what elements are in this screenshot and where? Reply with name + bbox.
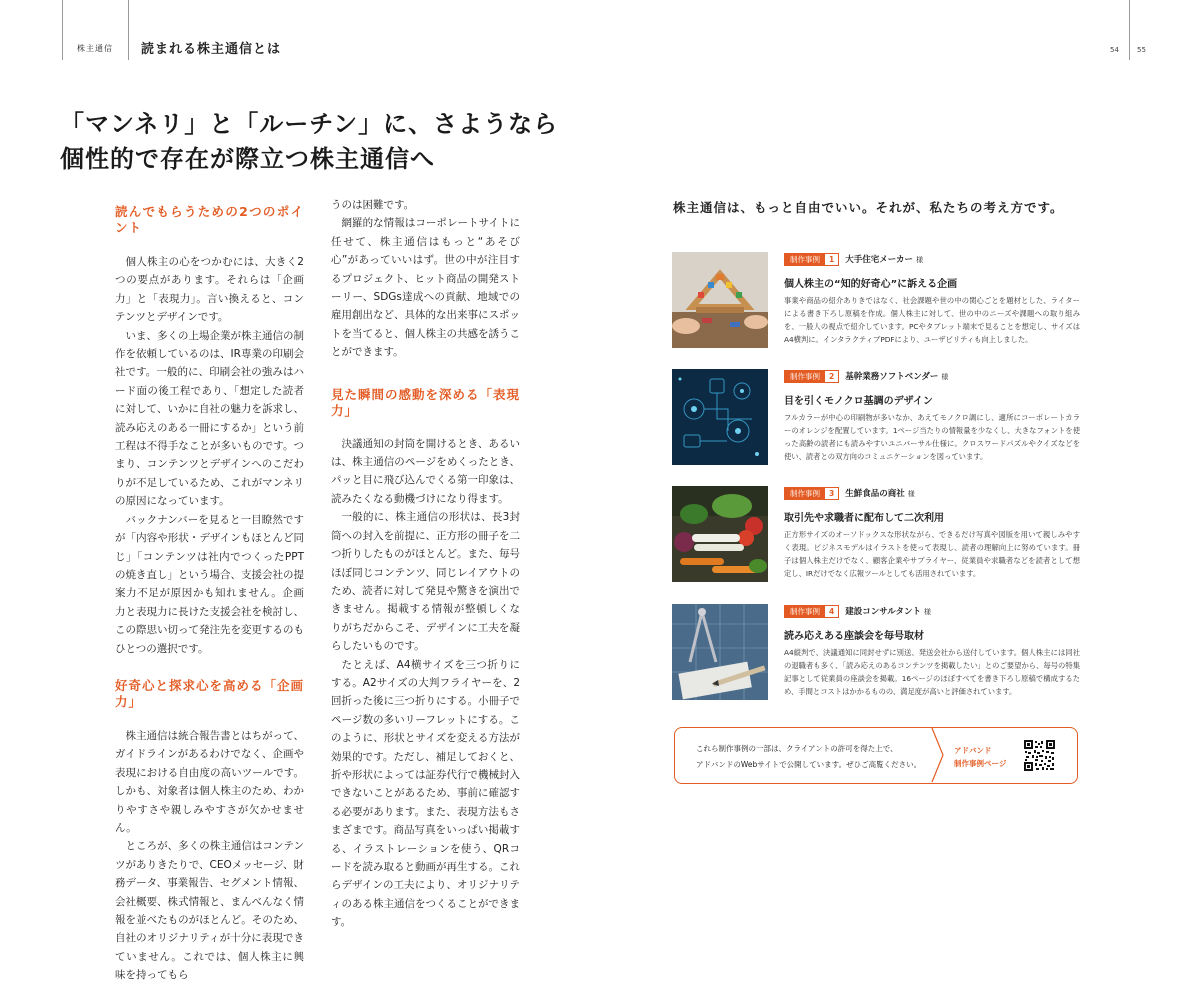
qr-code-icon[interactable] — [1024, 740, 1055, 771]
header-rule-mid — [128, 0, 129, 60]
page-number-left: 54 — [1110, 46, 1119, 54]
case-heading: 目を引くモノクロ基調のデザイン — [784, 396, 933, 407]
blueprint-compass-photo — [672, 604, 768, 700]
paragraph: 網羅的な情報はコーポレートサイトに任せて、株主通信はもっと“あそび心”があっていいはず。世の中が注目するプロジェクト、ヒット商品の開発ストーリー、SDGs達成への貢献、地域での雇用創出など、具体的な出来事にスポットを当てると、個人株主の共感を誘うことができます。 — [331, 217, 520, 359]
case-heading: 個人株主の“知的好奇心”に訴える企画 — [784, 279, 958, 290]
case-badge — [784, 605, 839, 618]
link-line-2[interactable]: 制作事例ページ — [954, 759, 1007, 768]
honorific: 様 — [941, 373, 949, 381]
client-name — [845, 605, 931, 617]
badge-number: 2 — [829, 371, 835, 381]
column-2 — [331, 196, 520, 932]
case-info — [784, 604, 1080, 699]
paragraph: 個人株主の心をつかむには、大きく2つの要点があります。それらは「企画力」と「表現力」。言い換えると、コンテンツとデザインです。 — [115, 256, 304, 324]
case-badge — [784, 253, 839, 266]
badge-label: 制作事例 — [785, 488, 825, 499]
badge-label: 制作事例 — [785, 606, 825, 617]
paragraph: いま、多くの上場企業が株主通信の制作を依頼しているのは、IR専業の印刷会社です。一般的に、印刷会社の強みはハード面の後工程であり、「想定した読者に対して、いかに自社の魅力を訴求し、読み応えのある一冊にするか」という前工程は不得手なことが多いものです。つまり、コンテンツとデザインへのこだわりが不足しているため、これがマンネリの原因になっています。 — [115, 329, 304, 508]
client-label: 大手住宅メーカー — [845, 255, 914, 265]
case-info — [784, 252, 1080, 347]
headline-line-2: 個性的で存在が際立つ株主通信へ — [60, 145, 435, 173]
badge-number: 1 — [829, 254, 835, 264]
paragraph: バックナンバーを見ると一目瞭然ですが「内容や形状・デザインもほとんど同じ」「コンテンツは社内でつくったPPTの焼き直し」という場合、支援会社の提案力不足が原因かも知れません。企画力と表現力に長けた支援会社を検討し、この際思い切って発注先を変更するのもひとつの選択です。 — [115, 513, 304, 655]
case-badge — [784, 487, 839, 500]
case-description: 正方形サイズのオーソドックスな形状ながら、できるだけ写真や図版を用いて親しみやすく表現。ビジネスモデルはイラストを使って表現し、読者の理解向上に努めています。冊子は個人株主だけでなく、顧客企業やサプライヤー、従業員や求職者などを読者として想定し、IRだけでなく広報ツールとしても活用されています。 — [784, 530, 1080, 578]
badge-label: 制作事例 — [785, 371, 825, 382]
paragraph-continued: うのは困難です。 — [331, 199, 415, 211]
case-description: フルカラーが中心の印刷物が多いなか、あえてモノクロ調にし、適所にコーポレートカラーのオレンジを配置しています。1ページ当たりの情報量を少なくし、大きなフォントを使った高齢の読者にも読みやすいユニバーサル仕様に。クロスワードパズルやクイズなどを使い、読者との双方向のコミュニケーションを図っています。 — [784, 413, 1080, 461]
page-title: 読まれる株主通信とは — [141, 42, 282, 57]
case-page-link[interactable] — [954, 744, 1006, 770]
client-label: 生鮮食品の商社 — [845, 489, 905, 499]
section-heading-points: 読んでもらうための2つのポイント — [115, 204, 304, 235]
section-label: 株主通信 — [77, 44, 113, 53]
digital-technology-photo — [672, 369, 768, 465]
case-badge — [784, 370, 839, 383]
wooden-blocks-house-photo — [672, 252, 768, 348]
section-heading-expression: 見た瞬間の感動を深める「表現力」 — [331, 386, 521, 418]
note-text — [696, 741, 921, 773]
headline-line-1: 「マンネリ」と「ルーチン」に、さようなら — [60, 110, 559, 138]
client-label: 基幹業務ソフトベンダー — [845, 372, 939, 382]
note-line-2: アドバンドのWebサイトで公開しています。ぜひご高覧ください。 — [696, 760, 922, 769]
note-line-1: これら制作事例の一部は、クライアントの許可を得た上で、 — [696, 744, 898, 753]
page-number-right: 55 — [1137, 46, 1146, 54]
paragraph: 一般的に、株主通信の形状は、長3封筒への封入を前提に、正方形の冊子を二つ折りしたものがほとんど。また、毎号ほぼ同じコンテンツ、同じレイアウトのため、読者に対して発見や驚きを演出できません。掲載する情報が整頓しくなりがちだからこそ、デザインに工夫を凝らしたいものです。 — [331, 511, 520, 653]
paragraph: ところが、多くの株主通信はコンテンツがありきたりで、CEOメッセージ、財務データ、事業報告、セグメント情報、会社概要、株式情報と、まんべんなく情報を並べたものがほとんど。そのため、自社のオリジナリティが十分に表現できていません。これでは、個人株主に興味を持ってもら — [115, 840, 304, 982]
link-line-1[interactable]: アドバンド — [954, 746, 992, 755]
honorific: 様 — [923, 608, 931, 616]
header-rule-left — [62, 0, 63, 60]
client-label: 建設コンサルタント — [845, 607, 921, 617]
paragraph: 決議通知の封筒を開けるとき、あるいは、株主通信のページをめくったとき、パッと目に飛び込んでくる第一印象は、読みたくなる動機づけになり得ます。 — [331, 437, 520, 505]
case-info — [784, 486, 1080, 581]
section-heading-planning: 好奇心と探求心を高める「企画力」 — [115, 677, 305, 709]
case-description: A4縦判で、決議通知に同封せずに別送、発送会社から送付しています。個人株主には同社の退職者も多く、「読み応えのあるコンテンツを掲載したい」とのご要望から、毎号の特集記事として従業員の座談会を掲載。16ページのほぼすべてを書き下ろし原稿で構成するため、手間とコストはかかるものの、満足度が高いと評価されています。 — [784, 648, 1080, 696]
paragraph: 株主通信は統合報告書とはちがって、ガイドラインがあるわけでなく、企画や表現における自由度の高いツールです。しかも、対象者は個人株主のため、わかりやすさや親しみやすさが欠かせません。 — [115, 729, 304, 834]
right-page-title: 株主通信は、もっと自由でいい。それが、私たちの考え方です。 — [673, 200, 1064, 215]
badge-number: 4 — [829, 606, 835, 616]
paragraph: たとえば、A4横サイズを三つ折りにする。A2サイズの大判フライヤーを、2回折った後に三つ折りにする。小冊子でページ数の多いリーフレットにする。このように、形状とサイズを変える方法が効果的です。ただし、補足しておくと、折や形状によっては証券代行で機械封入できないことがあるため、事前に確認する必要があります。また、表現方法もさまざまです。商品写真をいっぱい掲載する、イラストレーションを使う、QRコードを読み取ると動画が再生する。これらデザインの工夫により、オリジナリティのある株主通信をつくることができます。 — [331, 658, 520, 929]
headline — [60, 107, 558, 177]
case-heading: 読み応えある座談会を毎号取材 — [784, 631, 924, 642]
client-name — [845, 487, 915, 499]
case-description: 事業や商品の紹介ありきではなく、社会課題や世の中の関心ごとを題材とした、ライターによる書き下ろし原稿を作成。個人株主に対して、世の中のニーズや課題への取り組みを、一般人の視点で紹介しています。PCやタブレット端末で見ることを想定し、サイズはA4横判に。インタラクティブPDFにより、ユーザビリティも向上しました。 — [784, 296, 1080, 344]
case-info — [784, 369, 1080, 464]
header-rule-right — [1129, 0, 1130, 60]
column-1 — [115, 204, 304, 985]
case-heading: 取引先や求職者に配布して二次利用 — [784, 513, 944, 524]
client-name — [845, 253, 923, 265]
badge-number: 3 — [829, 488, 835, 498]
badge-label: 制作事例 — [785, 254, 825, 265]
client-name — [845, 370, 948, 382]
honorific: 様 — [916, 256, 924, 264]
case-page-note-box — [674, 727, 1078, 784]
honorific: 様 — [907, 490, 915, 498]
chevron-divider-icon — [931, 728, 945, 782]
fresh-vegetables-photo — [672, 486, 768, 582]
